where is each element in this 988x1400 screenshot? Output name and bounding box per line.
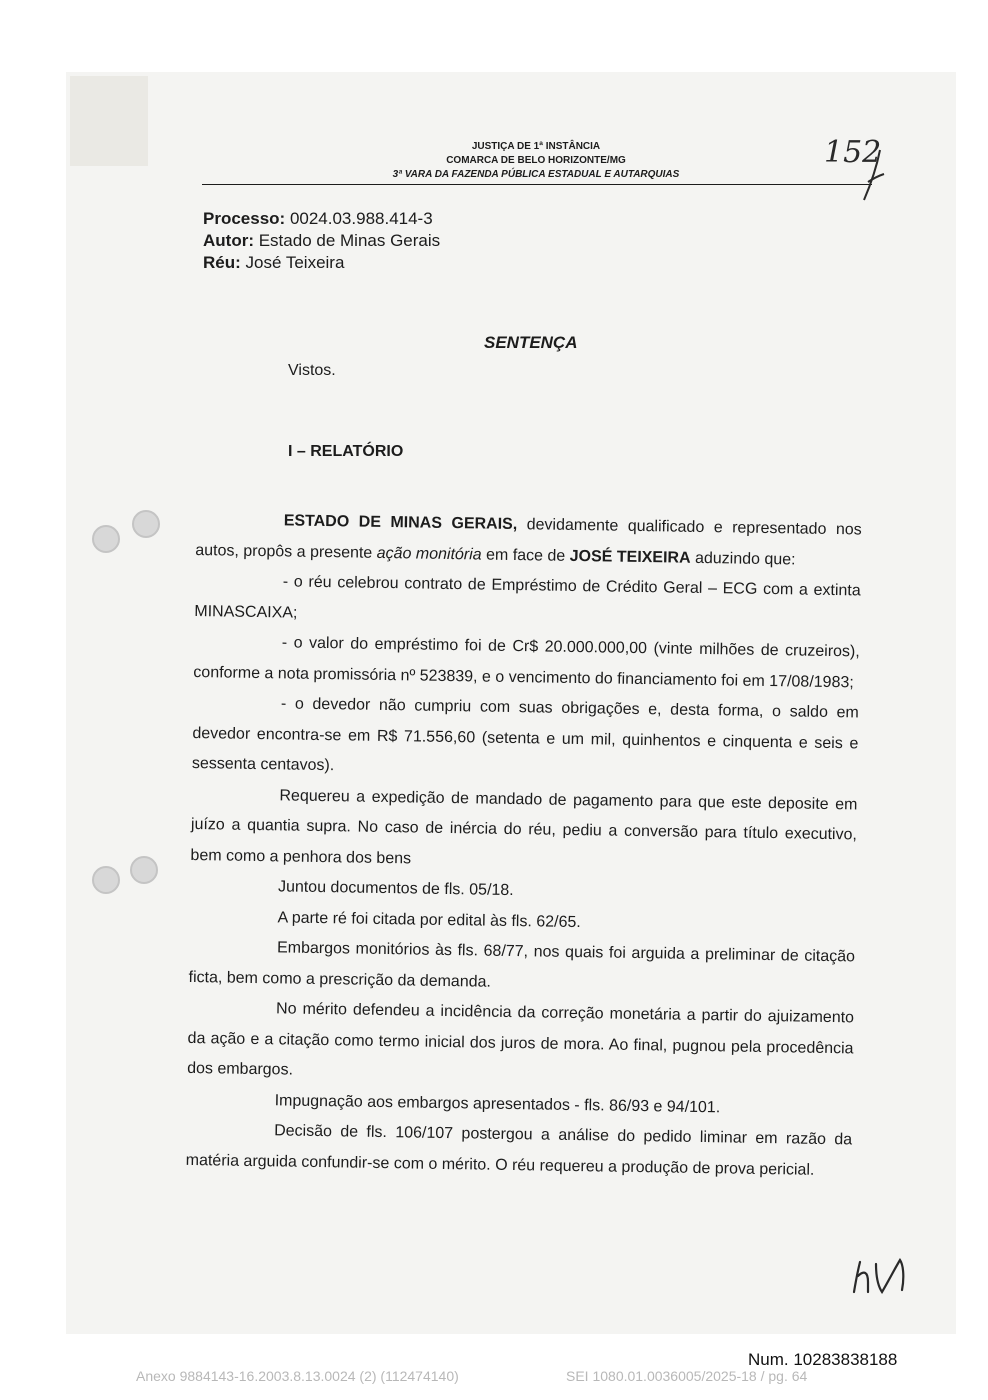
autor-label: Autor: <box>203 231 254 250</box>
handwritten-page-number <box>818 120 898 206</box>
paragraph: Embargos monitórios às fls. 68/77, nos quais foi arguida a preliminar de citação ficta, bem como a prescrição da demanda. <box>188 939 856 991</box>
processo-label: Processo: <box>203 209 286 228</box>
defendant-name: JOSÉ TEIXEIRA <box>569 547 691 567</box>
paragraph-item: - o devedor não cumpriu com suas obrigações e, desta forma, o saldo em devedor encontra-se em R$ 71.556,60 (setenta e um mil, quinhentos e cinquenta e seis e sessenta centavos). <box>191 695 859 775</box>
header-rule <box>202 184 872 185</box>
reu-value: José Teixeira <box>245 253 345 272</box>
paragraph: Decisão de fls. 106/107 postergou a análise do pedido liminar em razão da matéria arguida confundir-se com o mérito. O réu requereu a produção de prova pericial. <box>185 1122 853 1179</box>
header-line-1: JUSTIÇA DE 1ª INSTÂNCIA <box>471 141 601 152</box>
court-header <box>200 140 872 182</box>
case-metadata <box>203 208 440 274</box>
punch-hole <box>132 510 160 538</box>
paragraph-text: em face de <box>481 545 570 565</box>
paragraph-item: - o valor do empréstimo foi de Cr$ 20.000.000,00 (vinte milhões de cruzeiros), conforme a nota promissória nº 523839, e o vencimento do financiamento foi em 17/08/1983; <box>193 634 860 691</box>
page-mark-text: 152 <box>824 135 882 170</box>
document-title: SENTENÇA <box>484 333 578 352</box>
paragraph-text: aduzindo que: <box>690 549 796 568</box>
document-number: Num. 10283838188 <box>748 1350 898 1369</box>
paragraph-item: - o réu celebrou contrato de Empréstimo de Crédito Geral – ECG com a extinta MINASCAIXA; <box>194 573 861 622</box>
paragraph: Juntou documentos de fls. 05/18. <box>277 878 514 900</box>
section-heading: I – RELATÓRIO <box>288 443 404 460</box>
reu-line <box>203 252 440 274</box>
sei-reference: SEI 1080.01.0036005/2025-18 / pg. 64 <box>566 1368 808 1384</box>
punch-hole <box>92 525 120 553</box>
paragraph: Requereu a expedição de mandado de pagamento para que este deposite em juízo a quantia supra. No caso de inércia do réu, pediu a conversão para título executivo, bem como a penhora dos bens <box>190 786 858 867</box>
autor-value: Estado de Minas Gerais <box>258 231 441 250</box>
punch-hole <box>92 866 120 894</box>
report-body <box>185 505 861 1186</box>
processo-value: 0024.03.988.414-3 <box>289 209 433 228</box>
autor-line <box>203 230 440 252</box>
handwritten-initials <box>846 1252 912 1304</box>
paragraph: Impugnação aos embargos apresentados - fls. 86/93 e 94/101. <box>274 1091 721 1116</box>
scan-fold-mark <box>70 76 148 166</box>
paragraph-text: devidamente qualificado e representado nos autos, propôs a presente <box>195 516 862 562</box>
paragraph-intro <box>195 505 862 576</box>
punch-hole <box>130 856 158 884</box>
header-line-2: COMARCA DE BELO HORIZONTE/MG <box>446 155 626 166</box>
annex-reference: Anexo 9884143-16.2003.8.13.0024 (2) (112474140) <box>136 1368 459 1384</box>
paragraph: A parte ré foi citada por edital às fls. 62/65. <box>277 908 581 931</box>
vistos-text: Vistos. <box>288 362 336 379</box>
plaintiff-name: ESTADO DE MINAS GERAIS, <box>283 512 518 534</box>
processo-line <box>203 208 440 230</box>
paragraph: No mérito defendeu a incidência da correção monetária a partir do ajuizamento da ação e a citação como termo inicial dos juros de mora. Ao final, pugnou pela procedência dos embargos. <box>187 1000 855 1079</box>
action-type: ação monitória <box>376 544 482 563</box>
header-line-3: 3ª VARA DA FAZENDA PÚBLICA ESTADUAL E AUTARQUIAS <box>392 169 680 180</box>
reu-label: Réu: <box>203 253 241 272</box>
